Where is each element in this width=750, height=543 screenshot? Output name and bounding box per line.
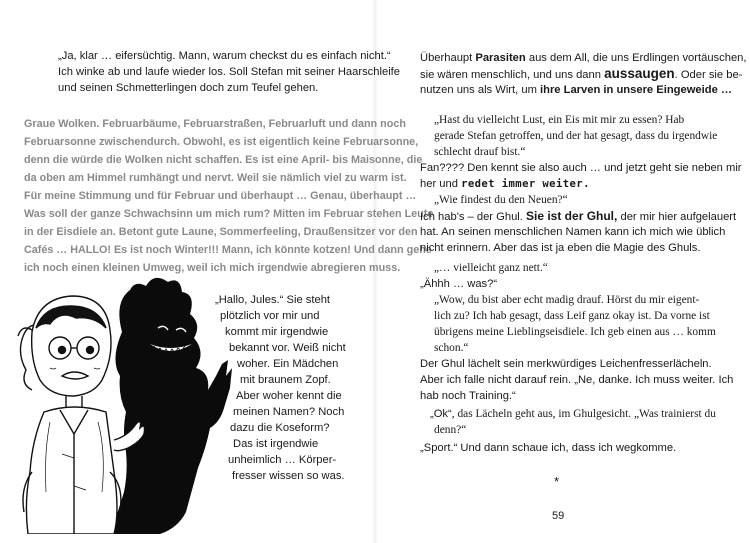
speech-line-4: „Wie findest du den Neuen?“ (434, 194, 568, 206)
text-line-24: „Sport.“ Und dann schaue ich, dass ich wegkomme. (420, 442, 677, 454)
text-line-1: Überhaupt Parasiten aus dem All, die uns Erdlingen vortäuschen, (420, 52, 747, 64)
grey-line-4: da oben am Himmel rumhängt und nervt. Weil sie nämlich viel zu warm ist. (24, 172, 407, 184)
text-line-21: hab noch Training.“ (420, 390, 516, 402)
grey-line-5: Für meine Stimmung und für Februar und überhaupt … Genau, überhaupt … (24, 190, 417, 202)
caption-line-6: mit braunem Zopf. (240, 374, 331, 386)
grey-line-2: Februarsonne zwischendurch. Obwohl, es ist eigentlich keine Februarsonne, (24, 136, 419, 148)
caption-line-12: fresser wissen so was. (232, 470, 345, 482)
caption-line-2: plötzlich vor mir und (220, 310, 320, 322)
text-line-12: nicht erinnern. Aber das ist ja eben die Magie des Ghuls. (420, 242, 701, 254)
text-line-8: her und redet immer weiter. (420, 178, 590, 190)
grey-line-1: Graue Wolken. Februarbäume, Februarstraßen, Februarluft und dann noch (24, 118, 406, 130)
speech-line-5: „… vielleicht ganz nett.“ (434, 262, 548, 274)
grey-line-6: Was soll der ganze Schwachsinn um mich rum? Mitten im Februar stehen Leute (24, 208, 434, 220)
caption-line-7: Aber woher kennt die (236, 390, 342, 402)
text-line-11: hat. An seinen menschlichen Namen kann ich mich wie üblich (420, 226, 726, 238)
speech-line-7: lich zu? Ich hab gesagt, dass Leif ganz okay ist. Da vorne ist (434, 310, 710, 322)
grey-line-8: Cafés … HALLO! Es ist noch Winter!!! Mann, ich könnte kotzen! Und dann gehe (24, 244, 432, 256)
text-line-10: Ich hab's – der Ghul. Sie ist der Ghul, der mir hier aufgelauert (420, 209, 737, 223)
page-number: 59 (552, 510, 565, 522)
caption-line-3: kommt mir irgendwie (225, 326, 329, 338)
caption-line-4: bekannt vor. Weiß nicht (229, 342, 346, 354)
girl-and-ghoul-illustration (10, 272, 240, 534)
caption-line-5: woher. Ein Mädchen (237, 358, 339, 370)
grey-line-9: ich noch einen kleinen Umweg, weil ich mich irgendwie abregieren muss. (24, 262, 401, 274)
text-line-14: „Ähhh … was?“ (420, 278, 498, 290)
text-line-2: sie wären menschlich, und uns dann aussaugen. Oder sie be- (420, 66, 743, 81)
text-line-19: Der Ghul lächelt sein merkwürdiges Leichenfresserlächeln. (420, 358, 712, 370)
text-line-7: Fan???? Den kennt sie also auch … und jetzt geht sie neben mir (420, 162, 742, 174)
intro-line-2: Ich winke ab und laufe wieder los. Soll Stefan mit seiner Haarschleife (58, 66, 401, 78)
speech-line-6: „Wow, du bist aber echt madig drauf. Hörst du mir eigent- (434, 294, 700, 306)
intro-line-1: „Ja, klar … eifersüchtig. Mann, warum checkst du es einfach nicht.“ (58, 50, 391, 62)
section-break-asterisk: * (554, 474, 560, 489)
speech-line-8: übrigens meine Lieblingseisdiele. Ich geb einen aus … komm (434, 326, 716, 338)
text-line-22: „Ok“, das Lächeln geht aus, im Ghulgesicht. „Was trainierst du (430, 408, 716, 420)
speech-line-3: schlecht drauf bist.“ (434, 146, 526, 158)
speech-line-2: gerade Stefan getroffen, und der hat gesagt, dass du irgendwie (434, 130, 718, 142)
grey-line-3: denn die würde die Wolken nicht schaffen. Es ist eine April- bis Maisonne, die (24, 154, 423, 166)
caption-line-8: meinen Namen? Noch (233, 406, 345, 418)
caption-line-11: unheimlich … Körper- (228, 454, 337, 466)
intro-line-3: und seinen Schmetterlingen doch zum Teufel gehen. (58, 82, 319, 94)
caption-line-9: dazu die Koseform? (230, 422, 330, 434)
ghoul-shadow (110, 278, 232, 534)
speech-line-1: „Hast du vielleicht Lust, ein Eis mit mir zu essen? Hab (434, 114, 685, 126)
caption-line-1: „Hallo, Jules.“ Sie steht (215, 294, 331, 306)
text-line-3: nutzen uns als Wirt, um ihre Larven in unsere Eingeweide … (420, 84, 733, 96)
caption-line-10: Das ist irgendwie (233, 438, 319, 450)
speech-line-10: denn?“ (434, 424, 467, 436)
text-line-20: Aber ich falle nicht darauf rein. „Ne, danke. Ich muss weiter. Ich (420, 374, 734, 386)
grey-line-7: in der Eisdiele an. Betont gute Laune, Sommerfeeling, Draußensitzer vor den (24, 226, 418, 238)
speech-line-9: schon.“ (434, 342, 469, 354)
